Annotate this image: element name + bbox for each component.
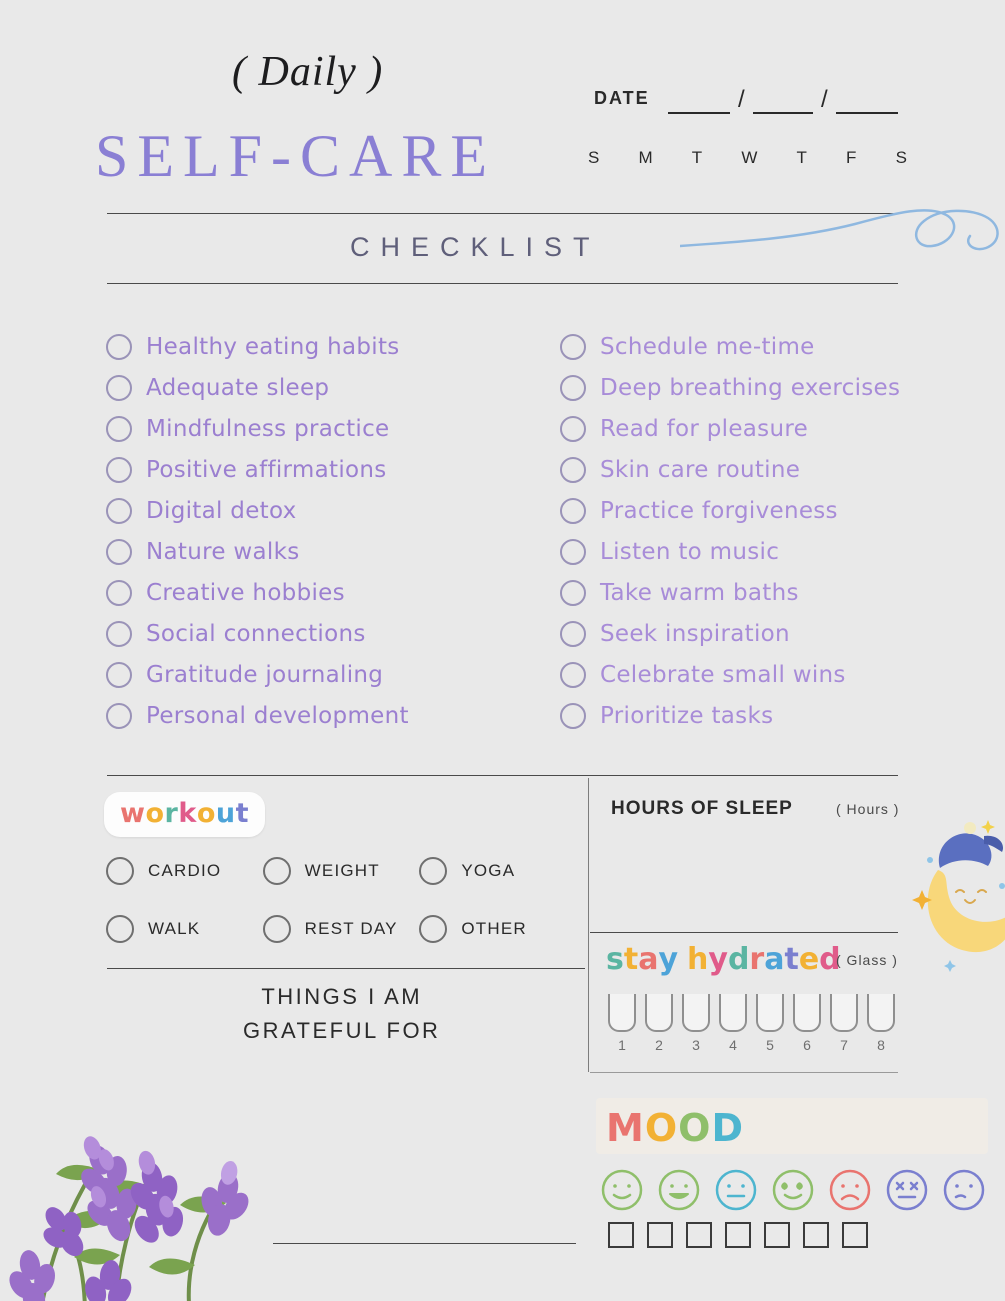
mood-face-grin-icon[interactable] (657, 1168, 701, 1212)
list-item[interactable] (106, 572, 409, 613)
checkbox-circle-icon[interactable] (560, 662, 586, 688)
checkbox-circle-icon[interactable] (106, 703, 132, 729)
weekday-thu[interactable]: T (796, 148, 808, 167)
list-item[interactable] (106, 531, 409, 572)
list-item[interactable] (106, 408, 409, 449)
checkbox-circle-icon[interactable] (106, 457, 132, 483)
hydrate-letter-1: s (606, 942, 624, 977)
weekday-selector[interactable] (588, 148, 908, 168)
hydrate-letter-3: a (638, 942, 659, 977)
list-item[interactable] (560, 449, 900, 490)
glass-number: 3 (692, 1037, 700, 1053)
mood-letter-3: O (678, 1106, 712, 1150)
workout-row-2 (106, 900, 576, 958)
checkbox-circle-icon[interactable] (560, 539, 586, 565)
hydrate-letter-11: t (784, 942, 799, 977)
hydrate-letter-9: r (749, 942, 765, 977)
glass-icon[interactable] (793, 994, 821, 1032)
weekday-wed[interactable]: W (741, 148, 759, 167)
date-field-day[interactable] (668, 112, 730, 114)
glass-item[interactable] (682, 994, 710, 1053)
mood-checkbox-row (608, 1222, 868, 1248)
mood-heading (606, 1106, 744, 1150)
glass-icon[interactable] (719, 994, 747, 1032)
page-title: SELF-CARE (95, 123, 497, 189)
divider-hydrate (590, 1072, 898, 1073)
workout-option-label: REST DAY (304, 919, 398, 938)
workout-option-rest-day[interactable] (263, 915, 420, 943)
glass-number: 4 (729, 1037, 737, 1053)
date-field-month[interactable] (753, 112, 813, 114)
date-slash-1: / (738, 86, 745, 113)
mood-checkbox[interactable] (803, 1222, 829, 1248)
checkbox-circle-icon[interactable] (560, 334, 586, 360)
checkbox-circle-icon[interactable] (106, 662, 132, 688)
weekday-sat[interactable]: S (895, 148, 908, 167)
checkbox-circle-icon[interactable] (106, 580, 132, 606)
list-item-label: Take warm baths (600, 579, 799, 606)
mood-face-love-icon[interactable] (771, 1168, 815, 1212)
checkbox-circle-icon[interactable] (263, 915, 291, 943)
glass-item[interactable] (608, 994, 636, 1053)
workout-letter-3: r (164, 798, 179, 829)
glass-number: 2 (655, 1037, 663, 1053)
glass-number: 8 (877, 1037, 885, 1053)
checkbox-circle-icon[interactable] (106, 498, 132, 524)
grateful-line-2: GRATEFUL FOR (243, 1018, 441, 1043)
glass-icon[interactable] (867, 994, 895, 1032)
hydrate-letter-7: y (708, 942, 728, 977)
weekday-tue[interactable]: T (691, 148, 704, 167)
list-item[interactable] (560, 572, 900, 613)
list-item-label: Schedule me-time (600, 333, 815, 360)
checkbox-circle-icon[interactable] (560, 703, 586, 729)
mood-checkbox[interactable] (686, 1222, 712, 1248)
glass-icon[interactable] (682, 994, 710, 1032)
list-item-label: Deep breathing exercises (600, 374, 901, 401)
mood-checkbox[interactable] (764, 1222, 790, 1248)
glass-item[interactable] (719, 994, 747, 1053)
list-item[interactable] (106, 449, 409, 490)
date-field-year[interactable] (836, 112, 898, 114)
workout-options (106, 842, 576, 958)
list-item[interactable] (560, 367, 900, 408)
glass-number: 6 (803, 1037, 811, 1053)
hydrate-letter-2: t (623, 942, 639, 977)
workout-option-label: WALK (148, 919, 201, 938)
list-item-label: Read for pleasure (600, 415, 809, 442)
list-item[interactable] (560, 654, 900, 695)
lavender-illustration (0, 975, 320, 1301)
glass-icon[interactable] (756, 994, 784, 1032)
glass-item[interactable] (793, 994, 821, 1053)
mood-letter-2: O (644, 1106, 679, 1150)
list-item-label: Celebrate small wins (600, 661, 846, 688)
checkbox-circle-icon[interactable] (560, 580, 586, 606)
workout-letter-1: w (120, 798, 146, 829)
glass-icon[interactable] (608, 994, 636, 1032)
checklist-heading: CHECKLIST (350, 232, 601, 262)
list-item-label: Social connections (146, 620, 366, 647)
divider-workout (107, 968, 585, 969)
divider-vertical (588, 778, 589, 1072)
mood-letter-1: M (606, 1106, 645, 1150)
hydrate-letter-12: e (798, 942, 820, 977)
divider-lower (107, 775, 898, 776)
mood-checkbox[interactable] (608, 1222, 634, 1248)
workout-badge (104, 792, 265, 837)
list-item[interactable] (560, 408, 900, 449)
checkbox-circle-icon[interactable] (106, 621, 132, 647)
date-label: DATE (594, 88, 650, 108)
workout-option-yoga[interactable] (419, 857, 576, 885)
glass-number: 5 (766, 1037, 774, 1053)
mood-letter-4: D (711, 1106, 744, 1150)
list-item[interactable] (560, 613, 900, 654)
checkbox-circle-icon[interactable] (560, 416, 586, 442)
mood-face-row (600, 1168, 986, 1212)
list-item[interactable] (106, 695, 409, 736)
list-item-label: Mindfulness practice (146, 415, 390, 442)
workout-letter-6: u (215, 798, 236, 829)
checkbox-circle-icon[interactable] (106, 857, 134, 885)
grateful-line-1: THINGS I AM (261, 984, 423, 1009)
list-item[interactable] (560, 695, 900, 736)
weekday-fri[interactable]: F (846, 148, 858, 167)
divider-bottom (107, 283, 898, 284)
list-item[interactable] (106, 654, 409, 695)
sleep-unit-label: ( Hours ) (836, 801, 900, 817)
sleep-heading: HOURS OF SLEEP (611, 798, 793, 819)
workout-option-label: CARDIO (148, 861, 222, 880)
workout-letter-4: k (178, 798, 197, 829)
hydrate-letter-8: d (727, 942, 750, 977)
list-item-label: Seek inspiration (600, 620, 790, 647)
workout-option-walk[interactable] (106, 915, 263, 943)
list-item[interactable] (106, 367, 409, 408)
checkbox-circle-icon[interactable] (106, 375, 132, 401)
checkbox-circle-icon[interactable] (106, 416, 132, 442)
checkbox-circle-icon[interactable] (106, 539, 132, 565)
list-item[interactable] (106, 326, 409, 367)
workout-option-cardio[interactable] (106, 857, 263, 885)
checkbox-circle-icon[interactable] (263, 857, 291, 885)
workout-letter-5: o (196, 798, 216, 829)
workout-letter-7: t (235, 798, 250, 829)
glass-icon[interactable] (645, 994, 673, 1032)
list-item-label: Nature walks (146, 538, 300, 565)
list-item-label: Listen to music (600, 538, 780, 565)
workout-option-weight[interactable] (263, 857, 420, 885)
mood-checkbox[interactable] (725, 1222, 751, 1248)
glass-item[interactable] (830, 994, 858, 1053)
weekday-sun[interactable]: S (588, 148, 601, 167)
mood-face-dead-icon[interactable] (885, 1168, 929, 1212)
weekday-mon[interactable]: M (638, 148, 654, 167)
glass-item[interactable] (645, 994, 673, 1053)
list-item-label: Creative hobbies (146, 579, 345, 606)
list-item[interactable] (560, 490, 900, 531)
glass-icon[interactable] (830, 994, 858, 1032)
sleeping-moon-icon (910, 800, 1005, 980)
checkbox-circle-icon[interactable] (560, 457, 586, 483)
checkbox-circle-icon[interactable] (560, 498, 586, 524)
date-slash-2: / (821, 86, 828, 113)
glass-number: 1 (618, 1037, 626, 1053)
hydrate-letter-10: a (764, 942, 785, 977)
hydration-heading (606, 942, 841, 977)
hydrate-letter-6: h (687, 942, 709, 977)
divider-sleep (590, 932, 898, 933)
checkbox-circle-icon[interactable] (560, 375, 586, 401)
list-item[interactable] (106, 490, 409, 531)
checklist-column-left (106, 326, 409, 736)
glass-item[interactable] (867, 994, 895, 1053)
glass-item[interactable] (756, 994, 784, 1053)
hydrate-letter-13: d (819, 942, 841, 977)
workout-option-label: OTHER (461, 919, 527, 938)
list-item-label: Personal development (146, 702, 409, 729)
workout-letter-2: o (145, 798, 165, 829)
list-item-label: Positive affirmations (146, 456, 387, 483)
checkbox-circle-icon[interactable] (419, 915, 447, 943)
mood-face-unsure-icon[interactable] (942, 1168, 986, 1212)
workout-option-other[interactable] (419, 915, 576, 943)
list-item[interactable] (106, 613, 409, 654)
hydration-glasses (608, 994, 895, 1053)
list-item-label: Adequate sleep (146, 374, 330, 401)
workout-option-label: YOGA (461, 861, 516, 880)
hydrate-letter-4: y (658, 942, 679, 977)
mood-checkbox[interactable] (842, 1222, 868, 1248)
daily-label: ( Daily ) (232, 49, 384, 95)
hydration-unit-label: ( Glass ) (836, 952, 898, 968)
checklist-column-right (560, 326, 900, 736)
mood-face-sad-icon[interactable] (828, 1168, 872, 1212)
swirl-decoration (680, 196, 1005, 276)
list-item-label: Practice forgiveness (600, 497, 838, 524)
workout-row-1 (106, 842, 576, 900)
list-item-label: Healthy eating habits (146, 333, 400, 360)
list-item[interactable] (560, 531, 900, 572)
checkbox-circle-icon[interactable] (419, 857, 447, 885)
checkbox-circle-icon[interactable] (560, 621, 586, 647)
list-item-label: Gratitude journaling (146, 661, 384, 688)
list-item-label: Skin care routine (600, 456, 801, 483)
workout-option-label: WEIGHT (304, 861, 380, 880)
checkbox-circle-icon[interactable] (106, 334, 132, 360)
checkbox-circle-icon[interactable] (106, 915, 134, 943)
list-item[interactable] (560, 326, 900, 367)
glass-number: 7 (840, 1037, 848, 1053)
mood-face-neutral-icon[interactable] (714, 1168, 758, 1212)
mood-face-happy-icon[interactable] (600, 1168, 644, 1212)
mood-checkbox[interactable] (647, 1222, 673, 1248)
list-item-label: Digital detox (146, 497, 297, 524)
list-item-label: Prioritize tasks (600, 702, 774, 729)
